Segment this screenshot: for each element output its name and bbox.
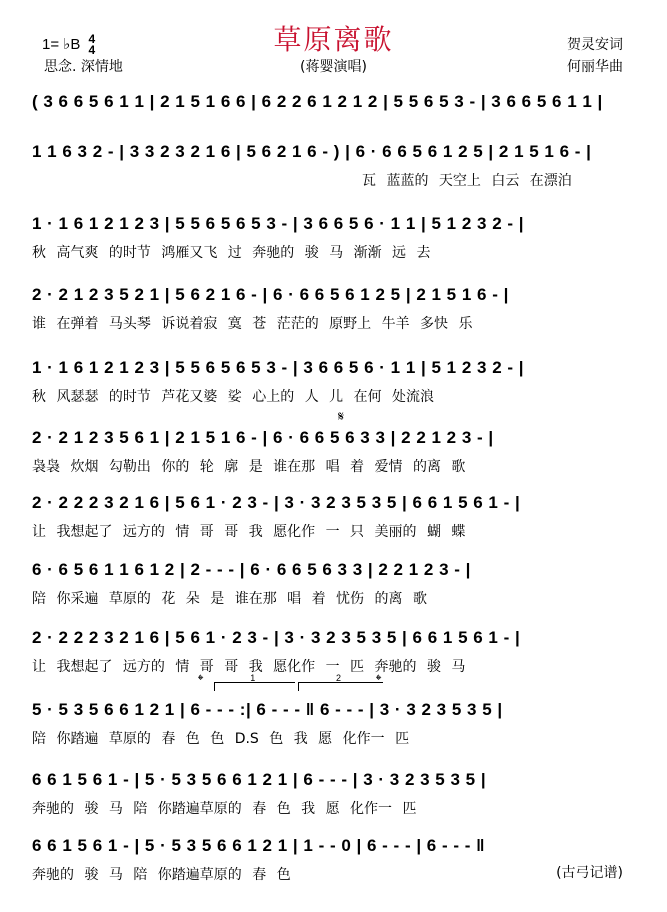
lyric-line: 让 我想起了 远方的 情 哥 哥 我 愿化作 一 匹 奔驰的 骏 马: [32, 659, 466, 675]
coda-mark: 𝄌: [376, 672, 382, 689]
notation-line: 1 · 1 6 1 2 1 2 3 | 5 5 6 5 6 5 3 - | 3 6 6 5 6 · 1 1 | 5 1 2 3 2 - |: [32, 358, 525, 377]
tempo-mood: 思念. 深情地: [44, 59, 123, 75]
lyric-line: 谁 在弹着 马头琴 诉说着寂 寞 苍 茫茫的 原野上 牛羊 多快 乐: [32, 316, 473, 332]
singer-credit: (蒋婴演唱): [300, 59, 367, 75]
notation-line: 6 6 1 5 6 1 - | 5 · 5 3 5 6 6 1 2 1 | 1 - - 0 | 6 - - - | 6 - - - ‖: [32, 836, 486, 855]
time-bottom: 4: [88, 43, 96, 57]
segno-mark: 𝄋: [338, 408, 345, 424]
coda-mark: 𝄌: [198, 672, 204, 689]
notation-line: 6 · 6 5 6 1 1 6 1 2 | 2 - - - | 6 · 6 6 5 6 3 3 | 2 2 1 2 3 - |: [32, 560, 471, 579]
notation-line: 1 1 6 3 2 - | 3 3 2 3 2 1 6 | 5 6 2 1 6 - ) | 6 · 6 6 5 6 1 2 5 | 2 1 5 1 6 - |: [32, 142, 592, 161]
notation-line: 2 · 2 2 2 3 2 1 6 | 5 6 1 · 2 3 - | 3 · 3 2 3 5 3 5 | 6 6 1 5 6 1 - |: [32, 493, 521, 512]
volta-number: 1: [250, 673, 256, 683]
volta-bracket-2: [298, 673, 383, 691]
notation-line: 2 · 2 1 2 3 5 2 1 | 5 6 2 1 6 - | 6 · 6 6 5 6 1 2 5 | 2 1 5 1 6 - |: [32, 285, 509, 304]
lyricist-credit: 贺灵安词: [567, 37, 623, 53]
composer-credit: 何丽华曲: [567, 59, 623, 75]
lyric-line: 让 我想起了 远方的 情 哥 哥 我 愿化作 一 只 美丽的 蝴 蝶: [32, 524, 466, 540]
notation-line: 5 · 5 3 5 6 6 1 2 1 | 6 - - - :| 6 - - - ‖ 6 - - - | 3 · 3 2 3 5 3 5 |: [32, 700, 503, 719]
notation-line: 2 · 2 2 2 3 2 1 6 | 5 6 1 · 2 3 - | 3 · 3 2 3 5 3 5 | 6 6 1 5 6 1 - |: [32, 628, 521, 647]
time-top: 4: [88, 32, 96, 46]
notation-line: ( 3 6 6 5 6 1 1 | 2 1 5 1 6 6 | 6 2 2 6 1 2 1 2 | 5 5 6 5 3 - | 3 6 6 5 6 1 1 |: [32, 92, 603, 111]
lyric-line: 奔驰的 骏 马 陪 你踏遍草原的 春 色 我 愿 化作一 匹: [32, 801, 417, 817]
key-signature: [42, 34, 95, 56]
transcriber-credit: (古弓记谱): [556, 865, 623, 881]
key-label: 1= ♭B: [42, 35, 81, 53]
lyric-line: 秋 风瑟瑟 的时节 芦花又婆 娑 心上的 人 儿 在何 处流浪: [32, 389, 435, 405]
song-title: 草原离歌: [273, 23, 394, 56]
notation-line: 6 6 1 5 6 1 - | 5 · 5 3 5 6 6 1 2 1 | 6 - - - | 3 · 3 2 3 5 3 5 |: [32, 770, 487, 789]
lyric-line: 秋 高气爽 的时节 鸿雁又飞 过 奔驰的 骏 马 渐渐 远 去: [32, 245, 431, 261]
notation-line: 1 · 1 6 1 2 1 2 3 | 5 5 6 5 6 5 3 - | 3 6 6 5 6 · 1 1 | 5 1 2 3 2 - |: [32, 214, 525, 233]
lyric-line: 陪 你踏遍 草原的 春 色 色 D.S 色 我 愿 化作一 匹: [32, 731, 410, 747]
volta-number: 2: [335, 673, 341, 683]
notation-line: 2 · 2 1 2 3 5 6 1 | 2 1 5 1 6 - | 6 · 6 6 5 6 3 3 | 2 2 1 2 3 - |: [32, 428, 494, 447]
time-signature: [89, 34, 96, 56]
lyric-line: 袅袅 炊烟 勾勒出 你的 轮 廓 是 谁在那 唱 着 爱情 的离 歌: [32, 459, 466, 475]
volta-bracket-1: [214, 673, 295, 691]
lyric-line: 奔驰的 骏 马 陪 你踏遍草原的 春 色: [32, 867, 291, 883]
lyric-line: 瓦 蓝蓝的 天空上 白云 在漂泊: [362, 173, 572, 189]
lyric-line: 陪 你采遍 草原的 花 朵 是 谁在那 唱 着 忧伤 的离 歌: [32, 591, 427, 607]
